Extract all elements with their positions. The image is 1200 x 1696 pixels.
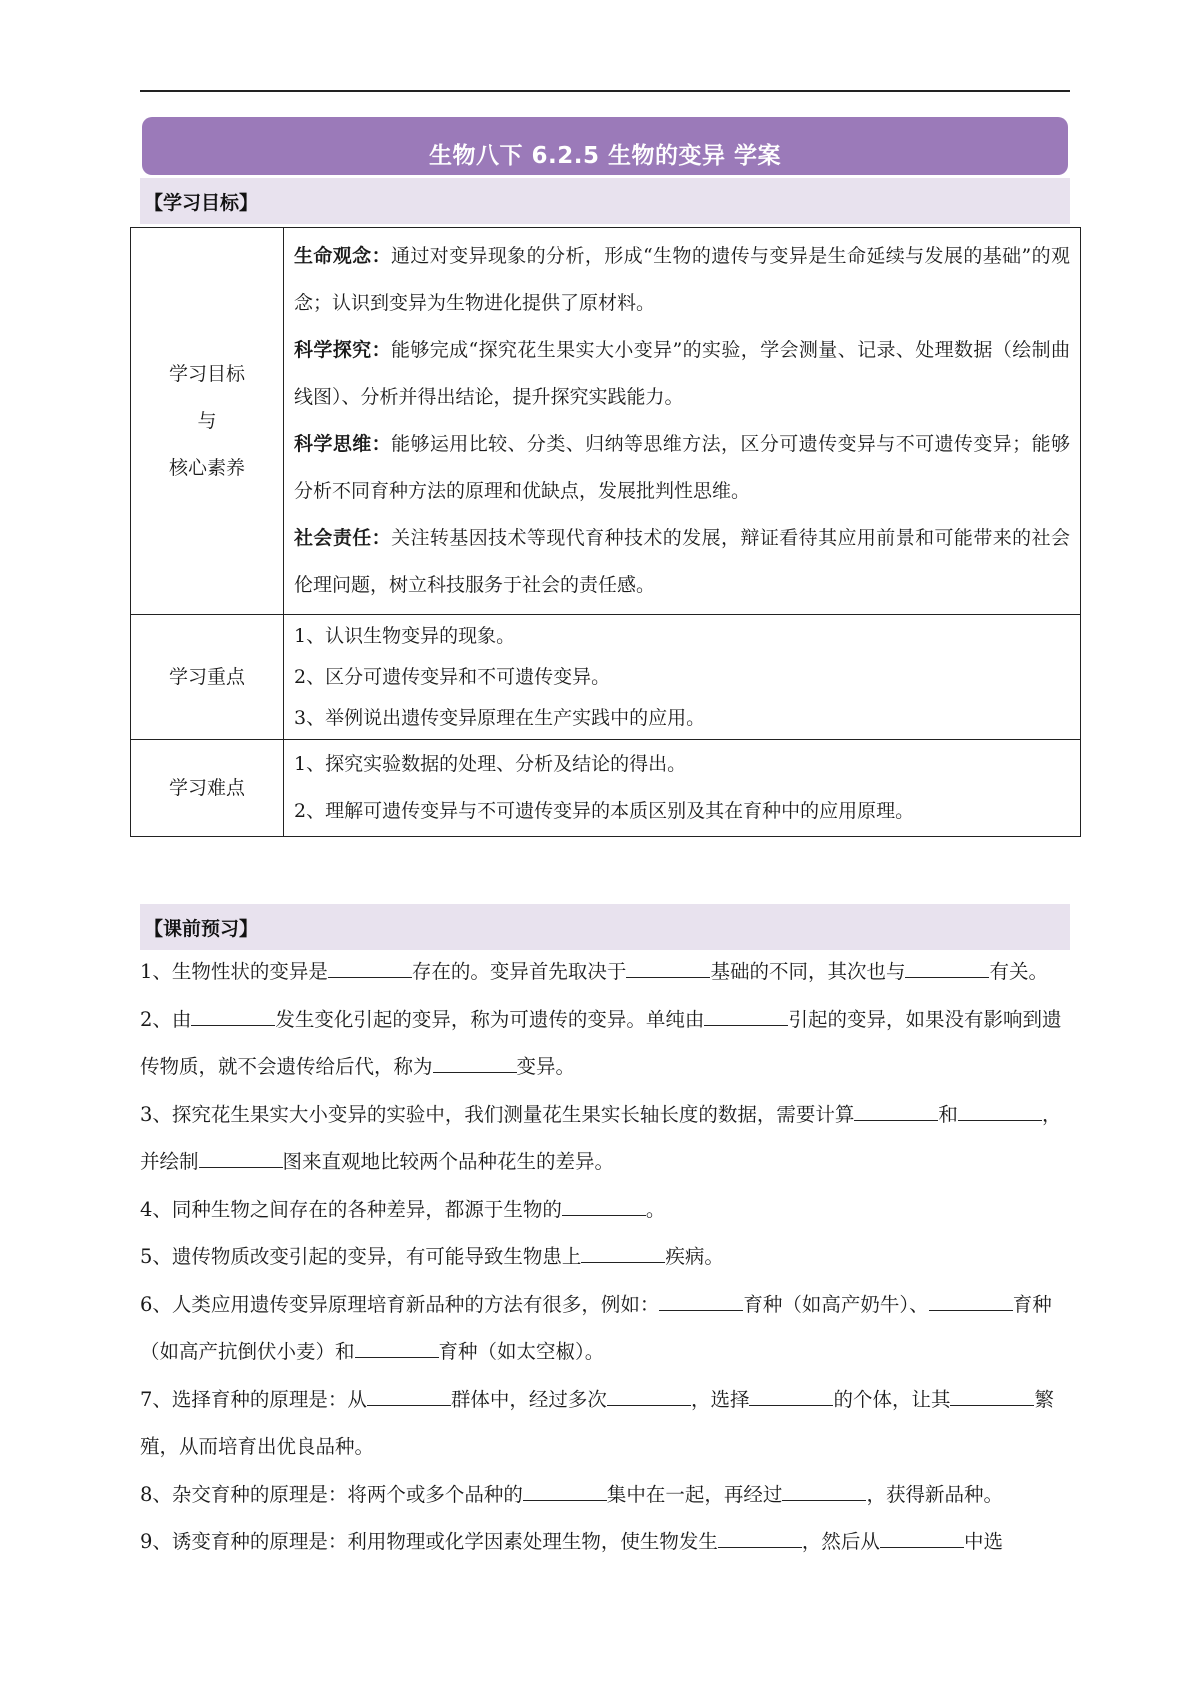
answer-blank[interactable] <box>905 957 989 978</box>
answer-blank[interactable] <box>581 1242 665 1263</box>
table-row-key-points <box>131 615 1081 740</box>
core-competency-list <box>284 228 1081 615</box>
key-points-list <box>284 615 1081 740</box>
answer-blank[interactable] <box>929 1289 1013 1310</box>
header-rule <box>140 90 1070 92</box>
question-4: 4、同种生物之间存在的各种差异，都源于生物的 。 <box>140 1186 1070 1234</box>
competency-scientific-inquiry: 科学探究：能够完成“探究花生果实大小变异”的实验，学会测量、记录、处理数据（绘制曲线图）、分析并得出结论，提升探究实践能力。 <box>294 339 1070 408</box>
section-heading-preview-label: 【课前预习】 <box>144 917 259 940</box>
table-row-difficulties <box>131 740 1081 837</box>
difficulties-list <box>284 740 1081 837</box>
answer-blank[interactable] <box>854 1099 938 1120</box>
section-heading-preview <box>140 904 1070 950</box>
answer-blank[interactable] <box>880 1527 964 1548</box>
question-7: 7、选择育种的原理是：从 群体中，经过多次 ，选择 的个体，让其 繁殖，从而培育出优良品种。 <box>140 1376 1070 1471</box>
answer-blank[interactable] <box>704 1004 788 1025</box>
section-heading-goals <box>140 178 1070 224</box>
competency-scientific-thinking: 科学思维：能够运用比较、分类、归纳等思维方法，区分可遗传变异与不可遗传变异；能够分析不同育种方法的原理和优缺点，发展批判性思维。 <box>294 433 1070 502</box>
preview-questions <box>140 948 1070 1566</box>
answer-blank[interactable] <box>782 1479 866 1500</box>
list-item: 1、探究实验数据的处理、分析及结论的得出。 <box>294 753 687 775</box>
answer-blank[interactable] <box>355 1337 439 1358</box>
question-8: 8、杂交育种的原理是：将两个或多个品种的 集中在一起，再经过 ，获得新品种。 <box>140 1471 1070 1519</box>
list-item: 1、认识生物变异的现象。 <box>294 624 516 647</box>
list-item: 3、举例说出遗传变异原理在生产实践中的应用。 <box>294 706 706 729</box>
table-row-goals <box>131 228 1081 615</box>
question-5: 5、遗传物质改变引起的变异，有可能导致生物患上 疾病。 <box>140 1233 1070 1281</box>
row-head-line: 与 <box>197 409 217 432</box>
answer-blank[interactable] <box>659 1289 743 1310</box>
learning-goals-table <box>130 227 1081 837</box>
answer-blank[interactable] <box>523 1479 607 1500</box>
answer-blank[interactable] <box>626 957 710 978</box>
answer-blank[interactable] <box>718 1527 802 1548</box>
section-heading-goals-label: 【学习目标】 <box>144 191 259 214</box>
question-9: 9、诱变育种的原理是：利用物理或化学因素处理生物，使生物发生 ，然后从 中选 <box>140 1518 1070 1566</box>
list-item: 2、理解可遗传变异与不可遗传变异的本质区别及其在育种中的应用原理。 <box>294 800 915 822</box>
answer-blank[interactable] <box>607 1384 691 1405</box>
answer-blank[interactable] <box>433 1052 517 1073</box>
row-head-goals <box>131 228 284 615</box>
row-head-line: 核心素养 <box>168 456 245 479</box>
answer-blank[interactable] <box>199 1147 283 1168</box>
question-2: 2、由 发生变化引起的变异，称为可遗传的变异。单纯由 引起的变异，如果没有影响到遗传物质，就不会遗传给后代，称为 变异。 <box>140 996 1070 1091</box>
answer-blank[interactable] <box>367 1384 451 1405</box>
row-head-key-points: 学习重点 <box>131 615 284 740</box>
answer-blank[interactable] <box>328 957 412 978</box>
question-6: 6、人类应用遗传变异原理培育新品种的方法有很多，例如： 育种（如高产奶牛）、 育种（如高产抗倒伏小麦）和 育种（如太空椒）。 <box>140 1281 1070 1376</box>
answer-blank[interactable] <box>749 1384 833 1405</box>
answer-blank[interactable] <box>958 1099 1042 1120</box>
list-item: 2、区分可遗传变异和不可遗传变异。 <box>294 665 611 688</box>
answer-blank[interactable] <box>191 1004 275 1025</box>
question-3: 3、探究花生果实大小变异的实验中，我们测量花生果实长轴长度的数据，需要计算 和 ，并绘制 图来直观地比较两个品种花生的差异。 <box>140 1091 1070 1186</box>
title-banner <box>142 117 1068 175</box>
competency-life-concept: 生命观念：通过对变异现象的分析，形成“生物的遗传与变异是生命延续与发展的基础”的观念；认识到变异为生物进化提供了原材料。 <box>294 245 1070 314</box>
question-1: 1、生物性状的变异是 存在的。变异首先取决于 基础的不同，其次也与 有关。 <box>140 948 1070 996</box>
competency-social-responsibility: 社会责任：关注转基因技术等现代育种技术的发展，辩证看待其应用前景和可能带来的社会伦理问题，树立科技服务于社会的责任感。 <box>294 527 1070 596</box>
answer-blank[interactable] <box>950 1384 1034 1405</box>
row-head-difficulties: 学习难点 <box>131 740 284 837</box>
row-head-line: 学习目标 <box>168 362 245 385</box>
page-title: 生物八下 6.2.5 生物的变异 学案 <box>428 142 781 169</box>
answer-blank[interactable] <box>562 1194 646 1215</box>
